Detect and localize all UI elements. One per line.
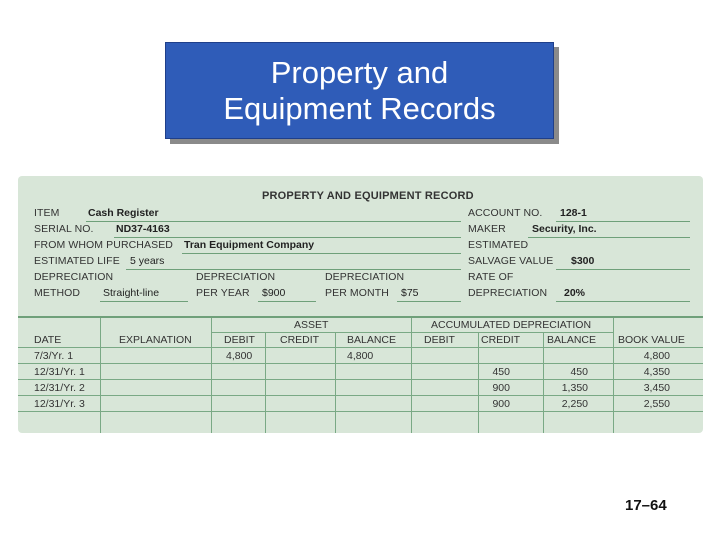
serial-underline [114, 237, 461, 238]
life-value: 5 years [130, 255, 165, 267]
cell-date: 12/31/Yr. 2 [34, 382, 85, 394]
serial-label: SERIAL NO. [34, 223, 94, 235]
col-header-accum-credit: CREDIT [481, 334, 521, 346]
dep-month-value: $75 [401, 287, 419, 299]
col-divider [100, 318, 101, 433]
slide-title-line-2: Equipment Records [223, 90, 496, 126]
cell-book-value: 4,800 [643, 350, 670, 362]
cell-accum-credit: 900 [492, 382, 510, 394]
row-rule [18, 363, 703, 364]
cell-accum-balance: 1,350 [561, 382, 588, 394]
dep-year-label-2: PER YEAR [196, 287, 250, 299]
dep-year-value: $900 [262, 287, 286, 299]
account-value: 128-1 [560, 207, 587, 219]
asset-group-header: ASSET [294, 319, 329, 331]
col-header-asset-debit: DEBIT [224, 334, 255, 346]
salvage-underline [556, 269, 690, 270]
cell-date: 12/31/Yr. 3 [34, 398, 85, 410]
col-divider [411, 318, 412, 433]
dep-month-label-1: DEPRECIATION [325, 271, 405, 283]
cell-accum-balance: 2,250 [561, 398, 588, 410]
estimated-label: ESTIMATED [468, 239, 529, 251]
purchased-value: Tran Equipment Company [184, 239, 315, 251]
col-header-explanation: EXPLANATION [119, 334, 192, 346]
rate-value: 20% [564, 287, 586, 299]
col-header-accum-balance: BALANCE [547, 334, 597, 346]
table-top-rule [18, 316, 703, 318]
method-value: Straight-line [103, 287, 160, 299]
purchased-label: FROM WHOM PURCHASED [34, 239, 173, 251]
cell-book-value: 4,350 [643, 366, 670, 378]
cell-date: 12/31/Yr. 1 [34, 366, 85, 378]
dep-year-underline [258, 301, 316, 302]
maker-value: Security, Inc. [532, 223, 597, 235]
purchased-underline [182, 253, 461, 254]
dep-year-label-1: DEPRECIATION [196, 271, 276, 283]
salvage-label: SALVAGE VALUE [468, 255, 554, 267]
property-equipment-record [18, 176, 703, 433]
method-underline [100, 301, 188, 302]
cell-book-value: 2,550 [643, 398, 670, 410]
header-rule [18, 347, 703, 348]
col-header-accum-debit: DEBIT [424, 334, 455, 346]
maker-underline [528, 237, 690, 238]
row-rule [18, 395, 703, 396]
col-header-date: DATE [34, 334, 62, 346]
item-label: ITEM [34, 207, 60, 219]
rate-label-1: RATE OF [468, 271, 514, 283]
cell-asset-balance: 4,800 [347, 350, 374, 362]
maker-label: MAKER [468, 223, 506, 235]
row-rule [18, 411, 703, 412]
item-value: Cash Register [88, 207, 159, 219]
serial-value: ND37-4163 [116, 223, 170, 235]
rate-label-2: DEPRECIATION [468, 287, 548, 299]
accumulated-depreciation-group-header: ACCUMULATED DEPRECIATION [431, 319, 592, 331]
depreciation-label: DEPRECIATION [34, 271, 114, 283]
life-label: ESTIMATED LIFE [34, 255, 120, 267]
salvage-value: $300 [571, 255, 595, 267]
dep-month-label-2: PER MONTH [325, 287, 389, 299]
col-divider [265, 333, 266, 433]
slide-title-line-1: Property and [270, 54, 449, 90]
col-header-asset-balance: BALANCE [347, 334, 397, 346]
life-underline [126, 269, 461, 270]
col-divider [613, 318, 614, 433]
record-heading: PROPERTY AND EQUIPMENT RECORD [262, 190, 474, 202]
cell-accum-credit: 900 [492, 398, 510, 410]
col-header-asset-credit: CREDIT [280, 334, 320, 346]
cell-asset-debit: 4,800 [226, 350, 253, 362]
cell-date: 7/3/Yr. 1 [34, 350, 74, 362]
rate-underline [556, 301, 690, 302]
dep-month-underline [397, 301, 461, 302]
col-divider [211, 318, 212, 433]
group-header-rule [211, 332, 613, 333]
row-rule [18, 379, 703, 380]
col-divider [335, 333, 336, 433]
cell-book-value: 3,450 [643, 382, 670, 394]
method-label: METHOD [34, 287, 81, 299]
cell-accum-balance: 450 [570, 366, 588, 378]
account-label: ACCOUNT NO. [468, 207, 543, 219]
col-header-book-value: BOOK VALUE [618, 334, 685, 346]
account-underline [556, 221, 690, 222]
page-number: 17–64 [625, 497, 667, 514]
slide-title [165, 42, 554, 139]
item-underline [86, 221, 461, 222]
cell-accum-credit: 450 [492, 366, 510, 378]
